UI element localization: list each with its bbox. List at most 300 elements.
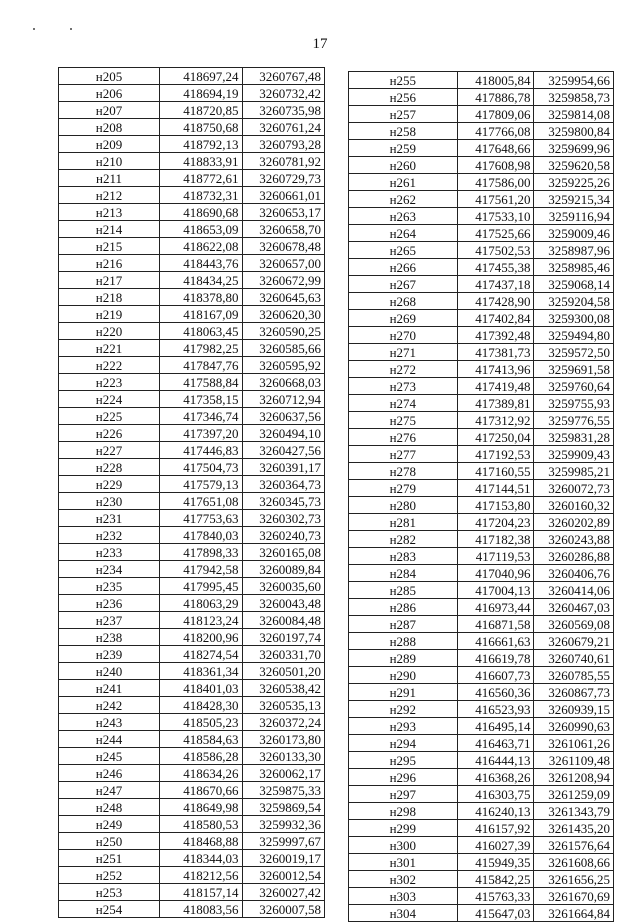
x-coordinate-cell: 417381,73	[457, 344, 534, 361]
y-coordinate-cell: 3260939,15	[534, 701, 614, 718]
y-coordinate-cell: 3260729,73	[242, 170, 324, 187]
x-coordinate-cell: 417588,84	[160, 374, 242, 391]
point-label-cell: н251	[59, 850, 160, 867]
y-coordinate-cell: 3259776,55	[534, 412, 614, 429]
x-coordinate-cell: 418653,09	[160, 221, 242, 238]
point-label-cell: н301	[349, 854, 458, 871]
y-coordinate-cell: 3259494,80	[534, 327, 614, 344]
y-coordinate-cell: 3260406,76	[534, 565, 614, 582]
table-row	[59, 459, 325, 476]
y-coordinate-cell: 3259760,64	[534, 378, 614, 395]
x-coordinate-cell: 416973,44	[457, 599, 534, 616]
table-row	[349, 786, 614, 803]
point-label-cell: н239	[59, 646, 160, 663]
table-row	[349, 310, 614, 327]
point-label-cell: н282	[349, 531, 458, 548]
point-label-cell: н237	[59, 612, 160, 629]
y-coordinate-cell: 3260712,94	[242, 391, 324, 408]
x-coordinate-cell: 418586,28	[160, 748, 242, 765]
point-label-cell: н230	[59, 493, 160, 510]
point-label-cell: н252	[59, 867, 160, 884]
x-coordinate-cell: 417651,08	[160, 493, 242, 510]
y-coordinate-cell: 3260735,98	[242, 102, 324, 119]
point-label-cell: н263	[349, 208, 458, 225]
table-row	[59, 850, 325, 867]
x-coordinate-cell: 418670,66	[160, 782, 242, 799]
point-label-cell: н214	[59, 221, 160, 238]
x-coordinate-cell: 416871,58	[457, 616, 534, 633]
y-coordinate-cell: 3260027,42	[242, 884, 324, 901]
point-label-cell: н288	[349, 633, 458, 650]
y-coordinate-cell: 3260657,00	[242, 255, 324, 272]
table-row	[59, 884, 325, 901]
table-row	[59, 901, 325, 918]
table-row	[349, 837, 614, 854]
y-coordinate-cell: 3260012,54	[242, 867, 324, 884]
point-label-cell: н286	[349, 599, 458, 616]
table-row	[59, 187, 325, 204]
point-label-cell: н299	[349, 820, 458, 837]
x-coordinate-cell: 416027,39	[457, 837, 534, 854]
x-coordinate-cell: 416368,26	[457, 769, 534, 786]
point-label-cell: н283	[349, 548, 458, 565]
x-coordinate-cell: 416157,92	[457, 820, 534, 837]
table-row	[59, 238, 325, 255]
point-label-cell: н287	[349, 616, 458, 633]
y-coordinate-cell: 3261109,48	[534, 752, 614, 769]
x-coordinate-cell: 418580,53	[160, 816, 242, 833]
table-row	[59, 595, 325, 612]
point-label-cell: н238	[59, 629, 160, 646]
x-coordinate-cell: 418622,08	[160, 238, 242, 255]
table-row	[349, 174, 614, 191]
x-coordinate-cell: 418697,24	[160, 68, 242, 85]
point-label-cell: н216	[59, 255, 160, 272]
table-row	[349, 225, 614, 242]
point-label-cell: н233	[59, 544, 160, 561]
table-row	[349, 157, 614, 174]
x-coordinate-cell: 418063,29	[160, 595, 242, 612]
y-coordinate-cell: 3260494,10	[242, 425, 324, 442]
table-row	[59, 289, 325, 306]
point-label-cell: н260	[349, 157, 458, 174]
point-label-cell: н265	[349, 242, 458, 259]
point-label-cell: н227	[59, 442, 160, 459]
point-label-cell: н281	[349, 514, 458, 531]
table-row	[349, 735, 614, 752]
table-row	[59, 799, 325, 816]
y-coordinate-cell: 3259985,21	[534, 463, 614, 480]
point-label-cell: н250	[59, 833, 160, 850]
x-coordinate-cell: 417153,80	[457, 497, 534, 514]
y-coordinate-cell: 3260202,89	[534, 514, 614, 531]
y-coordinate-cell: 3260019,17	[242, 850, 324, 867]
y-coordinate-cell: 3259009,46	[534, 225, 614, 242]
point-label-cell: н248	[59, 799, 160, 816]
point-label-cell: н254	[59, 901, 160, 918]
x-coordinate-cell: 418505,23	[160, 714, 242, 731]
x-coordinate-cell: 417982,25	[160, 340, 242, 357]
point-label-cell: н285	[349, 582, 458, 599]
point-label-cell: н274	[349, 395, 458, 412]
y-coordinate-cell: 3259800,84	[534, 123, 614, 140]
point-label-cell: н259	[349, 140, 458, 157]
y-coordinate-cell: 3259909,43	[534, 446, 614, 463]
table-row	[59, 493, 325, 510]
table-row	[349, 242, 614, 259]
point-label-cell: н278	[349, 463, 458, 480]
y-coordinate-cell: 3260331,70	[242, 646, 324, 663]
x-coordinate-cell: 418063,45	[160, 323, 242, 340]
y-coordinate-cell: 3260585,66	[242, 340, 324, 357]
table-row	[349, 650, 614, 667]
point-label-cell: н211	[59, 170, 160, 187]
y-coordinate-cell: 3260072,73	[534, 480, 614, 497]
table-row	[349, 905, 614, 922]
y-coordinate-cell: 3260732,42	[242, 85, 324, 102]
point-label-cell: н236	[59, 595, 160, 612]
point-label-cell: н279	[349, 480, 458, 497]
table-row	[59, 102, 325, 119]
point-label-cell: н289	[349, 650, 458, 667]
x-coordinate-cell: 418428,30	[160, 697, 242, 714]
table-row	[349, 140, 614, 157]
x-coordinate-cell: 417358,15	[160, 391, 242, 408]
point-label-cell: н245	[59, 748, 160, 765]
table-row	[349, 293, 614, 310]
x-coordinate-cell: 418083,56	[160, 901, 242, 918]
x-coordinate-cell: 418750,68	[160, 119, 242, 136]
table-row	[59, 578, 325, 595]
table-row	[349, 616, 614, 633]
point-label-cell: н273	[349, 378, 458, 395]
y-coordinate-cell: 3259997,67	[242, 833, 324, 850]
point-label-cell: н261	[349, 174, 458, 191]
table-row	[349, 412, 614, 429]
y-coordinate-cell: 3260658,70	[242, 221, 324, 238]
x-coordinate-cell: 418443,76	[160, 255, 242, 272]
table-row	[59, 425, 325, 442]
point-label-cell: н226	[59, 425, 160, 442]
table-row	[349, 871, 614, 888]
y-coordinate-cell: 3260785,55	[534, 667, 614, 684]
y-coordinate-cell: 3260590,25	[242, 323, 324, 340]
table-row	[59, 816, 325, 833]
x-coordinate-cell: 417525,66	[457, 225, 534, 242]
coordinates-table-left	[58, 67, 325, 918]
y-coordinate-cell: 3259300,08	[534, 310, 614, 327]
x-coordinate-cell: 418772,61	[160, 170, 242, 187]
y-coordinate-cell: 3260569,08	[534, 616, 614, 633]
coordinates-table-right	[348, 71, 614, 922]
x-coordinate-cell: 417586,00	[457, 174, 534, 191]
x-coordinate-cell: 417402,84	[457, 310, 534, 327]
table-row	[349, 718, 614, 735]
x-coordinate-cell: 418634,26	[160, 765, 242, 782]
table-row	[349, 803, 614, 820]
table-row	[59, 680, 325, 697]
point-label-cell: н267	[349, 276, 458, 293]
table-row	[59, 306, 325, 323]
x-coordinate-cell: 417204,23	[457, 514, 534, 531]
x-coordinate-cell: 417397,20	[160, 425, 242, 442]
table-row	[349, 514, 614, 531]
x-coordinate-cell: 417766,08	[457, 123, 534, 140]
x-coordinate-cell: 417346,74	[160, 408, 242, 425]
x-coordinate-cell: 418732,31	[160, 187, 242, 204]
table-row	[59, 442, 325, 459]
table-row	[349, 820, 614, 837]
y-coordinate-cell: 3259954,66	[534, 72, 614, 89]
table-row	[349, 191, 614, 208]
table-row	[59, 748, 325, 765]
point-label-cell: н247	[59, 782, 160, 799]
table-row	[59, 510, 325, 527]
y-coordinate-cell: 3260793,28	[242, 136, 324, 153]
table-row	[349, 395, 614, 412]
x-coordinate-cell: 417995,45	[160, 578, 242, 595]
table-row	[349, 888, 614, 905]
point-label-cell: н276	[349, 429, 458, 446]
point-label-cell: н244	[59, 731, 160, 748]
x-coordinate-cell: 416661,63	[457, 633, 534, 650]
x-coordinate-cell: 416444,13	[457, 752, 534, 769]
table-row	[59, 340, 325, 357]
point-label-cell: н242	[59, 697, 160, 714]
y-coordinate-cell: 3259068,14	[534, 276, 614, 293]
x-coordinate-cell: 417579,13	[160, 476, 242, 493]
x-coordinate-cell: 417250,04	[457, 429, 534, 446]
x-coordinate-cell: 417428,90	[457, 293, 534, 310]
table-row	[59, 85, 325, 102]
x-coordinate-cell: 417160,55	[457, 463, 534, 480]
table-row	[59, 204, 325, 221]
point-label-cell: н256	[349, 89, 458, 106]
point-label-cell: н224	[59, 391, 160, 408]
point-label-cell: н291	[349, 684, 458, 701]
point-label-cell: н246	[59, 765, 160, 782]
x-coordinate-cell: 417561,20	[457, 191, 534, 208]
table-row	[349, 548, 614, 565]
y-coordinate-cell: 3260645,63	[242, 289, 324, 306]
point-label-cell: н221	[59, 340, 160, 357]
y-coordinate-cell: 3261576,64	[534, 837, 614, 854]
point-label-cell: н222	[59, 357, 160, 374]
point-label-cell: н210	[59, 153, 160, 170]
point-label-cell: н296	[349, 769, 458, 786]
x-coordinate-cell: 417004,13	[457, 582, 534, 599]
point-label-cell: н217	[59, 272, 160, 289]
x-coordinate-cell: 417648,66	[457, 140, 534, 157]
point-label-cell: н207	[59, 102, 160, 119]
point-label-cell: н240	[59, 663, 160, 680]
table-row	[349, 344, 614, 361]
x-coordinate-cell: 418361,34	[160, 663, 242, 680]
y-coordinate-cell: 3259875,33	[242, 782, 324, 799]
table-row	[349, 599, 614, 616]
table-row	[59, 527, 325, 544]
x-coordinate-cell: 417040,96	[457, 565, 534, 582]
point-label-cell: н249	[59, 816, 160, 833]
y-coordinate-cell: 3260427,56	[242, 442, 324, 459]
y-coordinate-cell: 3259572,50	[534, 344, 614, 361]
point-label-cell: н258	[349, 123, 458, 140]
x-coordinate-cell: 416523,93	[457, 701, 534, 718]
x-coordinate-cell: 417182,38	[457, 531, 534, 548]
point-label-cell: н218	[59, 289, 160, 306]
point-label-cell: н277	[349, 446, 458, 463]
x-coordinate-cell: 418200,96	[160, 629, 242, 646]
x-coordinate-cell: 418005,84	[457, 72, 534, 89]
y-coordinate-cell: 3259755,93	[534, 395, 614, 412]
point-label-cell: н232	[59, 527, 160, 544]
y-coordinate-cell: 3260286,88	[534, 548, 614, 565]
table-row	[349, 701, 614, 718]
point-label-cell: н208	[59, 119, 160, 136]
table-row	[349, 378, 614, 395]
y-coordinate-cell: 3260595,92	[242, 357, 324, 374]
table-row	[59, 833, 325, 850]
point-label-cell: н235	[59, 578, 160, 595]
point-label-cell: н241	[59, 680, 160, 697]
x-coordinate-cell: 417886,78	[457, 89, 534, 106]
table-row	[59, 782, 325, 799]
table-row	[349, 752, 614, 769]
point-label-cell: н212	[59, 187, 160, 204]
point-label-cell: н298	[349, 803, 458, 820]
y-coordinate-cell: 3261670,69	[534, 888, 614, 905]
point-label-cell: н209	[59, 136, 160, 153]
x-coordinate-cell: 418792,13	[160, 136, 242, 153]
x-coordinate-cell: 416463,71	[457, 735, 534, 752]
y-coordinate-cell: 3260165,08	[242, 544, 324, 561]
point-label-cell: н304	[349, 905, 458, 922]
table-row	[59, 663, 325, 680]
x-coordinate-cell: 415763,33	[457, 888, 534, 905]
x-coordinate-cell: 418344,03	[160, 850, 242, 867]
x-coordinate-cell: 417840,03	[160, 527, 242, 544]
point-label-cell: н271	[349, 344, 458, 361]
table-row	[59, 153, 325, 170]
table-row	[349, 684, 614, 701]
table-row	[349, 446, 614, 463]
point-label-cell: н255	[349, 72, 458, 89]
y-coordinate-cell: 3260679,21	[534, 633, 614, 650]
y-coordinate-cell: 3261656,25	[534, 871, 614, 888]
x-coordinate-cell: 415949,35	[457, 854, 534, 871]
table-row	[349, 276, 614, 293]
point-label-cell: н206	[59, 85, 160, 102]
x-coordinate-cell: 417144,51	[457, 480, 534, 497]
y-coordinate-cell: 3260535,13	[242, 697, 324, 714]
table-row	[349, 89, 614, 106]
coordinates-table-left-body	[59, 68, 325, 918]
point-label-cell: н300	[349, 837, 458, 854]
table-row	[349, 123, 614, 140]
y-coordinate-cell: 3260240,73	[242, 527, 324, 544]
y-coordinate-cell: 3260089,84	[242, 561, 324, 578]
point-label-cell: н253	[59, 884, 160, 901]
y-coordinate-cell: 3260035,60	[242, 578, 324, 595]
x-coordinate-cell: 417455,38	[457, 259, 534, 276]
y-coordinate-cell: 3260668,03	[242, 374, 324, 391]
x-coordinate-cell: 417847,76	[160, 357, 242, 374]
point-label-cell: н284	[349, 565, 458, 582]
y-coordinate-cell: 3261259,09	[534, 786, 614, 803]
table-row	[349, 208, 614, 225]
point-label-cell: н303	[349, 888, 458, 905]
table-row	[59, 629, 325, 646]
y-coordinate-cell: 3261608,66	[534, 854, 614, 871]
y-coordinate-cell: 3260173,80	[242, 731, 324, 748]
point-label-cell: н297	[349, 786, 458, 803]
table-row	[349, 667, 614, 684]
y-coordinate-cell: 3260197,74	[242, 629, 324, 646]
y-coordinate-cell: 3260740,61	[534, 650, 614, 667]
y-coordinate-cell: 3260372,24	[242, 714, 324, 731]
y-coordinate-cell: 3259831,28	[534, 429, 614, 446]
y-coordinate-cell: 3260538,42	[242, 680, 324, 697]
y-coordinate-cell: 3261664,84	[534, 905, 614, 922]
x-coordinate-cell: 417437,18	[457, 276, 534, 293]
y-coordinate-cell: 3260767,48	[242, 68, 324, 85]
point-label-cell: н205	[59, 68, 160, 85]
x-coordinate-cell: 418434,25	[160, 272, 242, 289]
x-coordinate-cell: 417413,96	[457, 361, 534, 378]
table-row	[349, 497, 614, 514]
y-coordinate-cell: 3260672,99	[242, 272, 324, 289]
table-row	[349, 259, 614, 276]
y-coordinate-cell: 3260160,32	[534, 497, 614, 514]
table-row	[59, 357, 325, 374]
table-row	[349, 480, 614, 497]
x-coordinate-cell: 417533,10	[457, 208, 534, 225]
point-label-cell: н262	[349, 191, 458, 208]
x-coordinate-cell: 418378,80	[160, 289, 242, 306]
table-row	[59, 119, 325, 136]
x-coordinate-cell: 418157,14	[160, 884, 242, 901]
x-coordinate-cell: 417942,58	[160, 561, 242, 578]
scan-mark-right	[70, 28, 72, 30]
table-row	[59, 272, 325, 289]
y-coordinate-cell: 3260661,01	[242, 187, 324, 204]
point-label-cell: н219	[59, 306, 160, 323]
y-coordinate-cell: 3260620,30	[242, 306, 324, 323]
y-coordinate-cell: 3259699,96	[534, 140, 614, 157]
y-coordinate-cell: 3260761,24	[242, 119, 324, 136]
table-row	[349, 429, 614, 446]
point-label-cell: н275	[349, 412, 458, 429]
table-row	[59, 323, 325, 340]
y-coordinate-cell: 3261343,79	[534, 803, 614, 820]
y-coordinate-cell: 3259858,73	[534, 89, 614, 106]
x-coordinate-cell: 418649,98	[160, 799, 242, 816]
x-coordinate-cell: 418123,24	[160, 612, 242, 629]
y-coordinate-cell: 3260653,17	[242, 204, 324, 221]
x-coordinate-cell: 418720,85	[160, 102, 242, 119]
x-coordinate-cell: 416619,78	[457, 650, 534, 667]
x-coordinate-cell: 416240,13	[457, 803, 534, 820]
table-row	[349, 72, 614, 89]
y-coordinate-cell: 3260007,58	[242, 901, 324, 918]
table-row	[349, 327, 614, 344]
x-coordinate-cell: 418468,88	[160, 833, 242, 850]
y-coordinate-cell: 3260781,92	[242, 153, 324, 170]
y-coordinate-cell: 3261208,94	[534, 769, 614, 786]
y-coordinate-cell: 3259691,58	[534, 361, 614, 378]
x-coordinate-cell: 417392,48	[457, 327, 534, 344]
table-row	[59, 731, 325, 748]
